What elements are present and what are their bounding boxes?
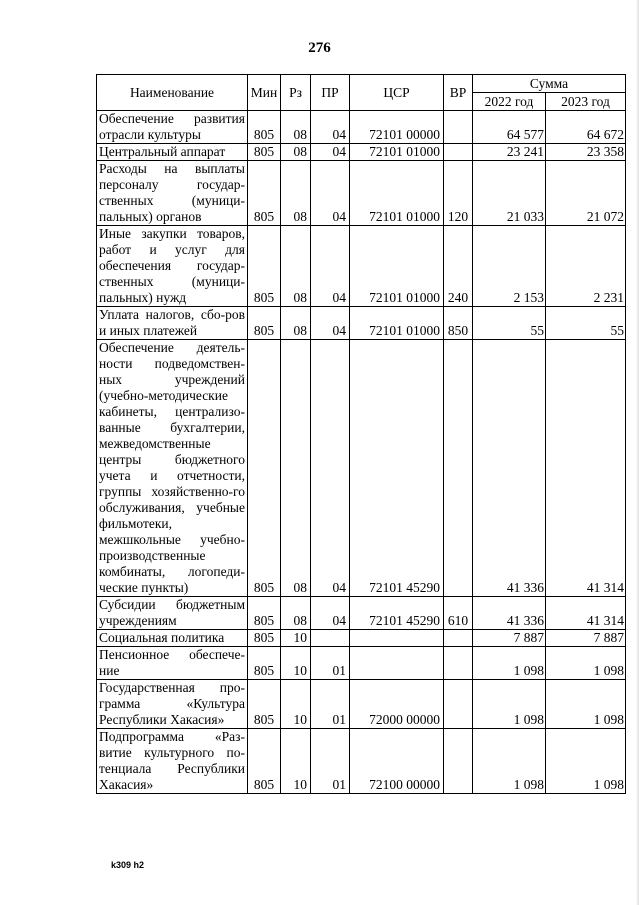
cell-name: Пенсионное обеспече-ние [97,647,248,680]
cell-name: Субсидии бюджетным учреждениям [97,597,248,630]
cell-csr: 72101 01000 [350,307,444,340]
cell-pr [311,630,350,647]
budget-table [96,74,626,794]
cell-csr: 72100 00000 [350,729,444,794]
cell-min: 805 [248,597,281,630]
cell-pr: 04 [311,340,350,597]
cell-name: Уплата налогов, сбо-ров и иных платежей [97,307,248,340]
cell-vr [444,340,473,597]
header-sum: Сумма [473,75,626,93]
table-row [97,144,626,161]
table-row [97,597,626,630]
cell-vr [444,680,473,729]
cell-csr: 72101 00000 [350,111,444,144]
cell-name: Социальная политика [97,630,248,647]
cell-sum-2022: 7 887 [473,630,546,647]
cell-sum-2022: 23 241 [473,144,546,161]
cell-sum-2022: 64 577 [473,111,546,144]
table-row [97,729,626,794]
cell-sum-2022: 41 336 [473,597,546,630]
header-year-2022: 2022 год [473,93,546,111]
cell-name: Обеспечение деятель-ности подведомствен-ных учреждений (учебно-методические кабинеты, централизо-ванные бухгалтерии, межведомственные центры бюджетного учета и отчетности, группы хозяйственно-го обслуживания, учебные фильмотеки, межшкольные учебно-производственные комбинаты, логопеди-ческие пункты) [97,340,248,597]
cell-sum-2023: 21 072 [546,161,626,226]
cell-min: 805 [248,647,281,680]
cell-csr: 72101 01000 [350,226,444,307]
cell-rz: 08 [281,307,311,340]
cell-vr [444,647,473,680]
cell-sum-2023: 2 231 [546,226,626,307]
cell-vr [444,111,473,144]
cell-pr: 04 [311,111,350,144]
cell-min: 805 [248,340,281,597]
cell-pr: 01 [311,680,350,729]
cell-vr [444,630,473,647]
cell-sum-2023: 1 098 [546,729,626,794]
cell-csr [350,630,444,647]
cell-vr: 850 [444,307,473,340]
cell-sum-2023: 41 314 [546,340,626,597]
cell-sum-2023: 55 [546,307,626,340]
table-row [97,680,626,729]
cell-vr: 240 [444,226,473,307]
cell-min: 805 [248,729,281,794]
cell-sum-2022: 2 153 [473,226,546,307]
page-number: 276 [308,40,331,56]
cell-name: Центральный аппарат [97,144,248,161]
cell-rz: 10 [281,630,311,647]
table-row [97,340,626,597]
cell-csr: 72101 01000 [350,161,444,226]
cell-sum-2022: 41 336 [473,340,546,597]
cell-sum-2023: 7 887 [546,630,626,647]
cell-rz: 08 [281,597,311,630]
cell-pr: 01 [311,647,350,680]
cell-csr: 72000 00000 [350,680,444,729]
cell-rz: 08 [281,226,311,307]
cell-sum-2023: 64 672 [546,111,626,144]
cell-rz: 10 [281,680,311,729]
cell-vr [444,144,473,161]
cell-vr [444,729,473,794]
cell-pr: 04 [311,597,350,630]
cell-min: 805 [248,680,281,729]
cell-pr: 04 [311,307,350,340]
header-rz: Рз [281,75,311,111]
cell-pr: 04 [311,144,350,161]
cell-name: Иные закупки товаров, работ и услуг для обеспечения государ-ственных (муници-пальных) нужд [97,226,248,307]
cell-sum-2023: 23 358 [546,144,626,161]
cell-min: 805 [248,226,281,307]
cell-sum-2022: 21 033 [473,161,546,226]
cell-csr: 72101 45290 [350,340,444,597]
table-row [97,630,626,647]
header-vr: ВР [444,75,473,111]
table-row [97,161,626,226]
cell-rz: 08 [281,161,311,226]
cell-pr: 04 [311,161,350,226]
table-row [97,111,626,144]
cell-rz: 08 [281,340,311,597]
footer-code: k309 h2 [111,860,145,870]
cell-sum-2022: 55 [473,307,546,340]
cell-pr: 01 [311,729,350,794]
table-row [97,307,626,340]
cell-sum-2023: 41 314 [546,597,626,630]
cell-csr [350,647,444,680]
cell-rz: 10 [281,729,311,794]
header-year-2023: 2023 год [546,93,626,111]
table-row [97,226,626,307]
cell-pr: 04 [311,226,350,307]
cell-rz: 08 [281,111,311,144]
cell-sum-2022: 1 098 [473,647,546,680]
header-csr: ЦСР [350,75,444,111]
cell-rz: 08 [281,144,311,161]
header-pr: ПР [311,75,350,111]
cell-min: 805 [248,630,281,647]
cell-rz: 10 [281,647,311,680]
cell-min: 805 [248,161,281,226]
cell-name: Подпрограмма «Раз-витие культурного по-тенциала Республики Хакасия» [97,729,248,794]
cell-name: Расходы на выплаты персоналу государ-ственных (муници-пальных) органов [97,161,248,226]
cell-sum-2023: 1 098 [546,680,626,729]
cell-min: 805 [248,111,281,144]
cell-vr: 120 [444,161,473,226]
cell-min: 805 [248,307,281,340]
cell-sum-2023: 1 098 [546,647,626,680]
cell-vr: 610 [444,597,473,630]
table-row [97,647,626,680]
cell-name: Обеспечение развития отрасли культуры [97,111,248,144]
cell-name: Государственная про-грамма «Культура Республики Хакасия» [97,680,248,729]
cell-csr: 72101 45290 [350,597,444,630]
cell-min: 805 [248,144,281,161]
header-min: Мин [248,75,281,111]
cell-sum-2022: 1 098 [473,729,546,794]
cell-csr: 72101 01000 [350,144,444,161]
cell-sum-2022: 1 098 [473,680,546,729]
header-name: Наименование [97,75,248,111]
